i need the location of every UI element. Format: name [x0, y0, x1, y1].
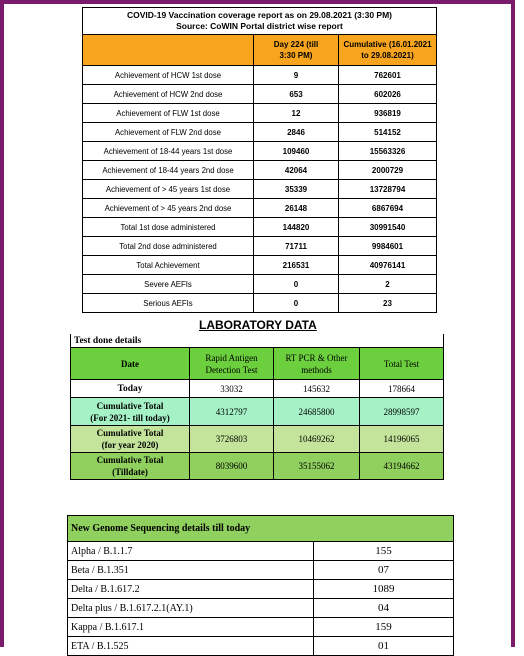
- genome-row-count: 1089: [314, 580, 454, 599]
- vaccination-table-title: [83, 8, 437, 35]
- lab-header-rtpcr-line1: RT PCR & Other: [285, 352, 348, 363]
- lab-subtitle-row: [71, 334, 444, 348]
- genome-row-variant: Alpha / B.1.1.7: [68, 542, 314, 561]
- header-cum-line2: to 29.08.2021): [361, 51, 414, 60]
- lab-row-label-line1: Today: [117, 383, 143, 394]
- vaccination-row-cumulative-value: 13728794: [339, 180, 437, 199]
- header-day-line2: 3:30 PM): [279, 51, 313, 60]
- lab-row-total: 28998597: [360, 398, 444, 426]
- vaccination-row-cumulative-value: 15563326: [339, 142, 437, 161]
- lab-row-label-line1: Cumulative Total: [96, 428, 164, 438]
- genome-header-title: New Genome Sequencing details till today: [68, 516, 454, 542]
- genome-row: [68, 618, 454, 637]
- vaccination-row-day-value: 109460: [254, 142, 339, 161]
- vaccination-title-line2: Source: CoWIN Portal district wise report: [176, 21, 343, 31]
- vaccination-row: [83, 66, 437, 85]
- genome-row-count: 01: [314, 637, 454, 656]
- vaccination-row-label: Achievement of 18-44 years 2nd dose: [83, 161, 254, 180]
- lab-row-total: 43194662: [360, 453, 444, 480]
- vaccination-row-cumulative-value: 2: [339, 275, 437, 294]
- vaccination-row-day-value: 2846: [254, 123, 339, 142]
- lab-row-label: [71, 380, 190, 398]
- vaccination-row-day-value: 0: [254, 294, 339, 313]
- vaccination-row-label: Achievement of FLW 2nd dose: [83, 123, 254, 142]
- lab-row-label: [71, 398, 190, 426]
- vaccination-row-cumulative-value: 6867694: [339, 199, 437, 218]
- vaccination-row-label: Achievement of 18-44 years 1st dose: [83, 142, 254, 161]
- vaccination-row-day-value: 35339: [254, 180, 339, 199]
- lab-row-label: [71, 426, 190, 453]
- vaccination-row-cumulative-value: 602026: [339, 85, 437, 104]
- lab-row-label-line2: (For 2021- till today): [90, 412, 170, 423]
- vaccination-row: [83, 256, 437, 275]
- laboratory-data-title: LABORATORY DATA: [199, 318, 317, 332]
- vaccination-title-line1: COVID-19 Vaccination coverage report as on 29.08.2021 (3:30 PM): [126, 10, 393, 20]
- vaccination-row-label: Achievement of HCW 2nd dose: [83, 85, 254, 104]
- lab-row-total: 178664: [360, 380, 444, 398]
- lab-row-rtpcr: 145632: [274, 380, 360, 398]
- lab-table-body: [71, 380, 444, 480]
- vaccination-row: [83, 275, 437, 294]
- genome-row-variant: Delta / B.1.617.2: [68, 580, 314, 599]
- lab-header-rtpcr: [274, 348, 360, 380]
- header-cum-line1: Cumulative (16.01.2021: [343, 40, 432, 49]
- lab-row-rapid: 3726803: [190, 426, 274, 453]
- lab-header-date: Date: [71, 348, 190, 380]
- vaccination-row-cumulative-value: 936819: [339, 104, 437, 123]
- genome-row-count: 159: [314, 618, 454, 637]
- vaccination-row-label: Total Achievement: [83, 256, 254, 275]
- lab-row: [71, 426, 444, 453]
- genome-row-count: 155: [314, 542, 454, 561]
- lab-row-label-line2: (Tilldate): [112, 467, 148, 477]
- lab-row-rapid: 4312797: [190, 398, 274, 426]
- vaccination-coverage-table: [82, 7, 437, 313]
- vaccination-header-blank: [83, 35, 254, 66]
- genome-sequencing-table: [67, 515, 454, 656]
- vaccination-row-day-value: 42064: [254, 161, 339, 180]
- vaccination-row-day-value: 216531: [254, 256, 339, 275]
- vaccination-row-day-value: 12: [254, 104, 339, 123]
- page-frame-left: [0, 0, 4, 647]
- vaccination-row-label: Serious AEFIs: [83, 294, 254, 313]
- vaccination-row-label: Total 1st dose administered: [83, 218, 254, 237]
- genome-row: [68, 580, 454, 599]
- page-frame-top: [0, 0, 515, 4]
- vaccination-row: [83, 199, 437, 218]
- vaccination-row-day-value: 26148: [254, 199, 339, 218]
- vaccination-row-day-value: 144820: [254, 218, 339, 237]
- vaccination-table-title-row: [83, 8, 437, 35]
- genome-row-variant: Kappa / B.1.617.1: [68, 618, 314, 637]
- lab-row-label: [71, 453, 190, 480]
- vaccination-row: [83, 142, 437, 161]
- lab-row-rapid: 33032: [190, 380, 274, 398]
- genome-row-variant: ETA / B.1.525: [68, 637, 314, 656]
- genome-row: [68, 599, 454, 618]
- genome-row-variant: Beta / B.1.351: [68, 561, 314, 580]
- vaccination-row-label: Achievement of FLW 1st dose: [83, 104, 254, 123]
- vaccination-row-label: Total 2nd dose administered: [83, 237, 254, 256]
- vaccination-row-cumulative-value: 23: [339, 294, 437, 313]
- vaccination-table-body: [83, 66, 437, 313]
- genome-row: [68, 542, 454, 561]
- vaccination-row: [83, 218, 437, 237]
- lab-row-rtpcr: 10469262: [274, 426, 360, 453]
- lab-row-rtpcr: 35155062: [274, 453, 360, 480]
- vaccination-row-cumulative-value: 9984601: [339, 237, 437, 256]
- vaccination-row: [83, 161, 437, 180]
- genome-row: [68, 637, 454, 656]
- vaccination-row: [83, 85, 437, 104]
- vaccination-row-cumulative-value: 2000729: [339, 161, 437, 180]
- genome-row: [68, 561, 454, 580]
- lab-header-row: [71, 348, 444, 380]
- lab-row-label-line1: Cumulative Total: [96, 455, 164, 465]
- lab-header-rapid-line1: Rapid Antigen: [205, 352, 258, 363]
- genome-row-count: 07: [314, 561, 454, 580]
- vaccination-row-label: Severe AEFIs: [83, 275, 254, 294]
- vaccination-row-day-value: 653: [254, 85, 339, 104]
- vaccination-row-cumulative-value: 30991540: [339, 218, 437, 237]
- vaccination-row: [83, 104, 437, 123]
- vaccination-row: [83, 123, 437, 142]
- vaccination-header-row: [83, 35, 437, 66]
- vaccination-row-cumulative-value: 514152: [339, 123, 437, 142]
- vaccination-row: [83, 237, 437, 256]
- lab-row-rtpcr: 24685800: [274, 398, 360, 426]
- header-day-line1: Day 224 (till: [273, 40, 319, 49]
- vaccination-row: [83, 294, 437, 313]
- lab-subtitle: Test done details: [71, 334, 444, 348]
- vaccination-row-cumulative-value: 40976141: [339, 256, 437, 275]
- lab-row-label-line2: (for year 2020): [101, 440, 159, 450]
- vaccination-row-label: Achievement of > 45 years 1st dose: [83, 180, 254, 199]
- lab-header-rapid: [190, 348, 274, 380]
- vaccination-header-cumulative: [339, 35, 437, 66]
- page-frame-right: [511, 0, 515, 647]
- genome-row-variant: Delta plus / B.1.617.2.1(AY.1): [68, 599, 314, 618]
- lab-row-label-line1: Cumulative Total: [96, 400, 164, 411]
- lab-row: [71, 380, 444, 398]
- vaccination-row-label: Achievement of > 45 years 2nd dose: [83, 199, 254, 218]
- genome-header-row: [68, 516, 454, 542]
- lab-row: [71, 398, 444, 426]
- vaccination-row-label: Achievement of HCW 1st dose: [83, 66, 254, 85]
- genome-table-body: [68, 542, 454, 656]
- lab-header-total: Total Test: [360, 348, 444, 380]
- genome-row-count: 04: [314, 599, 454, 618]
- lab-row: [71, 453, 444, 480]
- vaccination-row: [83, 180, 437, 199]
- lab-row-rapid: 8039600: [190, 453, 274, 480]
- vaccination-row-day-value: 71711: [254, 237, 339, 256]
- vaccination-row-cumulative-value: 762601: [339, 66, 437, 85]
- lab-header-rtpcr-line2: methods: [301, 364, 332, 375]
- vaccination-header-day: [254, 35, 339, 66]
- laboratory-data-table: [70, 334, 444, 480]
- lab-header-rapid-line2: Detection Test: [205, 364, 258, 375]
- vaccination-row-day-value: 0: [254, 275, 339, 294]
- lab-row-total: 14196065: [360, 426, 444, 453]
- vaccination-row-day-value: 9: [254, 66, 339, 85]
